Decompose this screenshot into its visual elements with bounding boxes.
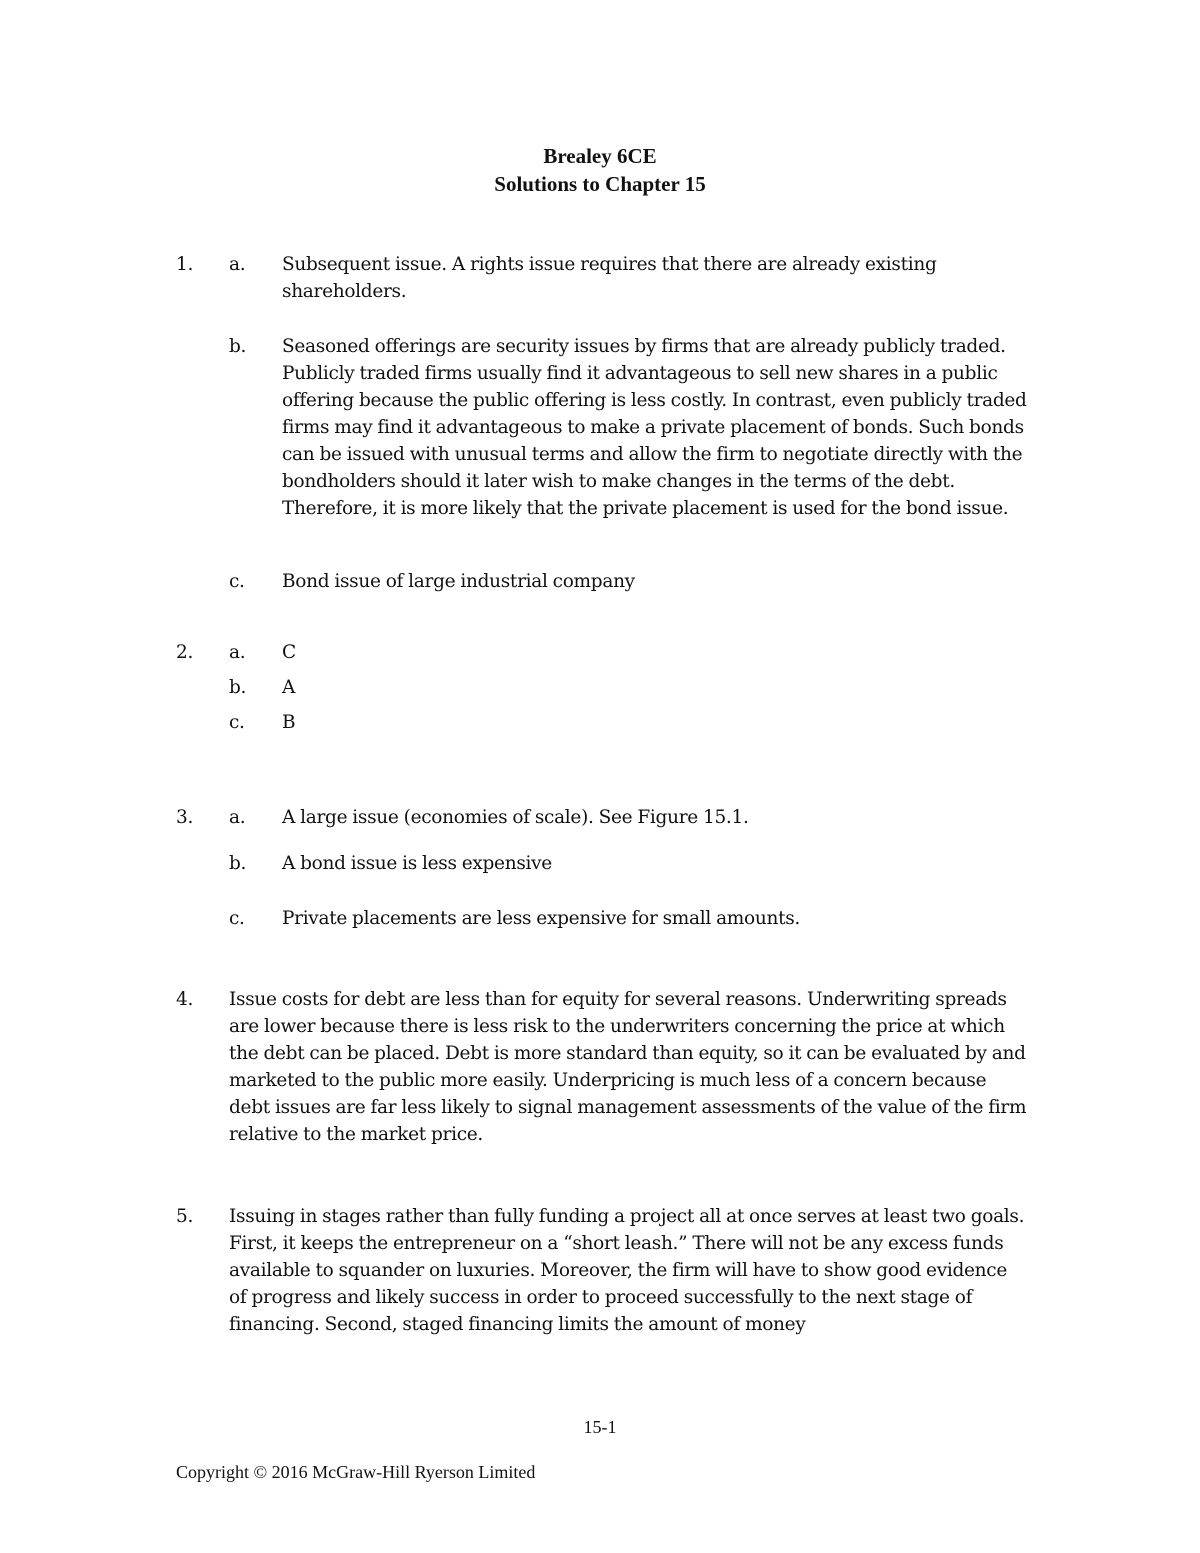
sub-item-text: C [282,642,296,663]
sub-item-text: Subsequent issue. A rights issue requires that there are already existing shareholders. [282,254,937,302]
sub-item-letter: b. [229,336,247,357]
title-line-2: Solutions to Chapter 15 [494,172,706,196]
copyright-notice: Copyright © 2016 McGraw-Hill Ryerson Limited [176,1462,536,1482]
sub-item-letter: a. [229,254,246,275]
sub-item-letter: c. [229,712,245,733]
sub-item-text: Private placements are less expensive for small amounts. [282,908,801,929]
document-title [0,142,1200,198]
question-number: 1. [176,254,194,275]
page-number: 15-1 [583,1417,617,1437]
question-number: 2. [176,642,194,663]
question-number: 3. [176,807,194,828]
sub-item-letter: c. [229,908,245,929]
sub-item-text: Seasoned offerings are security issues by firms that are already publicly traded. Publicly traded firms usually find it advantageous to sell new shares in a public offering because the public offering is less costly. In contrast, even publicly traded firms may find it advantageous to make a private placement of bonds. Such bonds can be issued with unusual terms and allow the firm to negotiate directly with the bondholders should it later wish to make changes in the terms of the debt. Therefore, it is more likely that the private placement is used for the bond issue. [282,336,1027,519]
sub-item-text: Bond issue of large industrial company [282,571,635,592]
sub-item-letter: b. [229,853,247,874]
sub-item-text: B [282,712,296,733]
sub-item-letter: b. [229,677,247,698]
sub-item-text: A large issue (economies of scale). See Figure 15.1. [282,807,749,828]
sub-item-text: A bond issue is less expensive [282,853,552,874]
sub-item-letter: a. [229,807,246,828]
question-text: Issuing in stages rather than fully funding a project all at once serves at least two goals. First, it keeps the entrepreneur on a “short leash.” There will not be any excess funds available to squander on luxuries. Moreover, the firm will have to show good evidence of progress and likely success in order to proceed successfully to the next stage of financing. Second, staged financing limits the amount of money [229,1206,1025,1335]
sub-item-text: A [282,677,296,698]
sub-item-letter: c. [229,571,245,592]
title-line-1: Brealey 6CE [543,144,657,168]
sub-item-letter: a. [229,642,246,663]
question-number: 4. [176,989,194,1010]
question-text: Issue costs for debt are less than for equity for several reasons. Underwriting spreads are lower because there is less risk to the underwriters concerning the price at which the debt can be placed. Debt is more standard than equity, so it can be evaluated by and marketed to the public more easily. Underpricing is much less of a concern because debt issues are far less likely to signal management assessments of the value of the firm relative to the market price. [229,989,1027,1145]
question-number: 5. [176,1206,194,1227]
